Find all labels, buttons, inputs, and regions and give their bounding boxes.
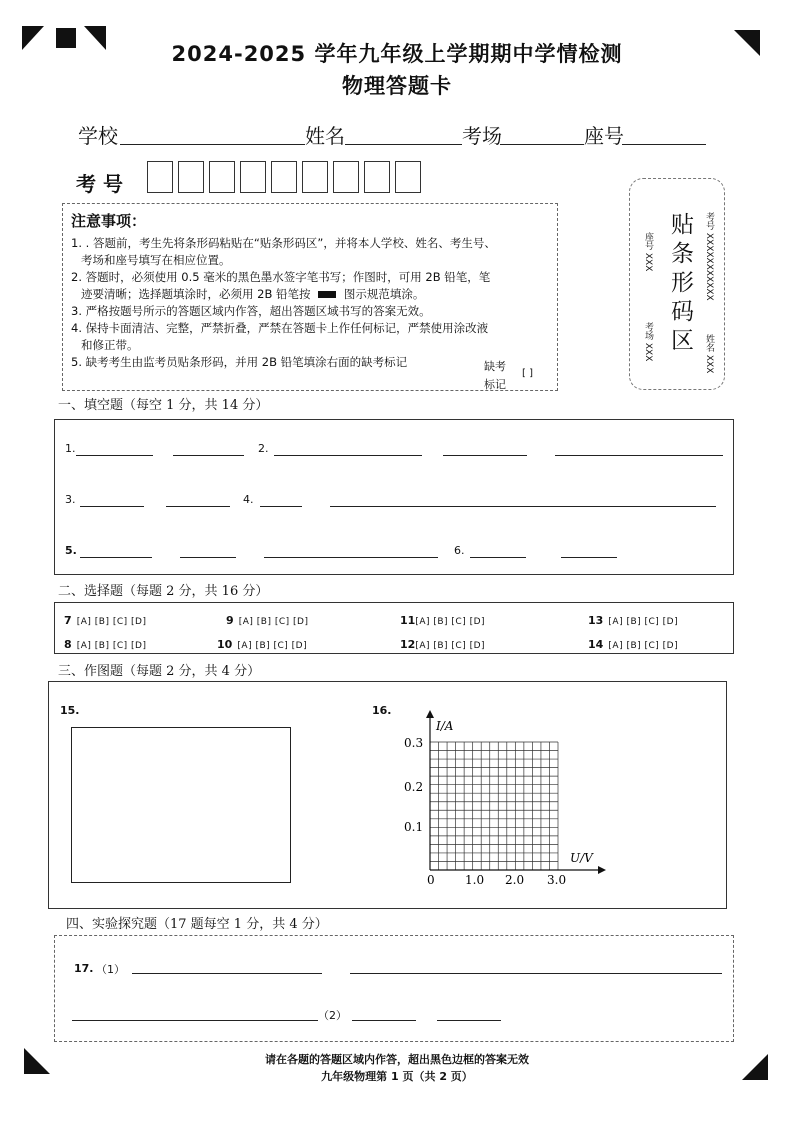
fill-blank[interactable] — [274, 455, 422, 456]
note-item: 2. 答题时，必须使用 0.5 毫米的黑色墨水签字笔书写；作图时，可用 2B 铅笔，笔 — [71, 270, 491, 284]
sub-question-label: （2） — [318, 1009, 347, 1022]
seat-field[interactable] — [622, 144, 706, 145]
choice-question-14[interactable]: 14 [A] [B] [C] [D] — [588, 638, 679, 651]
fill-blank[interactable] — [555, 455, 723, 456]
fill-blank[interactable] — [173, 455, 244, 456]
filled-bubble-icon — [318, 291, 336, 298]
section-fill-title: 一、填空题（每空 1 分，共 14 分） — [58, 398, 269, 413]
section-choice-title: 二、选择题（每题 2 分，共 16 分） — [58, 584, 269, 599]
exam-room-field[interactable] — [500, 144, 584, 145]
question-number: 1. — [65, 442, 76, 455]
name-field[interactable] — [345, 144, 462, 145]
section-drawing-title: 三、作图题（每题 2 分，共 4 分） — [58, 664, 261, 679]
sub-question-label: （1） — [96, 963, 125, 976]
fill-blank[interactable] — [76, 455, 153, 456]
x-tick-label: 1.0 — [465, 873, 485, 887]
choice-question-10[interactable]: 10 [A] [B] [C] [D] — [217, 638, 308, 651]
fill-blank[interactable] — [264, 557, 438, 558]
choice-question-8[interactable]: 8 [A] [B] [C] [D] — [64, 638, 147, 651]
fill-blank[interactable] — [80, 557, 152, 558]
question-number: 2. — [258, 442, 269, 455]
seat-label: 座号 — [584, 124, 624, 148]
fill-blank[interactable] — [470, 557, 526, 558]
fill-blank[interactable] — [72, 1020, 318, 1021]
page-title: 2024-2025 学年九年级上学期期中学情检测 — [171, 42, 623, 66]
question-number: 15. — [60, 704, 80, 717]
note-item: 图示规范填涂。 — [343, 287, 425, 301]
question-number: 3. — [65, 493, 76, 506]
choice-question-9[interactable]: 9 [A] [B] [C] [D] — [226, 614, 309, 627]
note-item: 和修正带。 — [81, 338, 139, 352]
x-tick-label: 0 — [427, 873, 435, 887]
drawing-area-15[interactable] — [71, 727, 291, 883]
fill-blank[interactable] — [352, 1020, 416, 1021]
x-tick-label: 2.0 — [505, 873, 525, 887]
absent-label: 缺考 — [484, 360, 506, 373]
fill-answer-box — [54, 419, 734, 575]
question-number: 5. — [65, 544, 77, 557]
page-number: 九年级物理第 1 页（共 2 页） — [321, 1070, 473, 1083]
fill-blank[interactable] — [443, 455, 527, 456]
exam-number-label: 考 号 — [76, 172, 123, 196]
note-item: 迹要清晰；选择题填涂时，必须用 2B 铅笔按 — [81, 287, 311, 301]
absent-label: 标记 — [484, 378, 506, 391]
y-axis-arrow-icon — [426, 710, 434, 718]
fill-blank[interactable] — [166, 506, 230, 507]
fill-blank[interactable] — [132, 973, 322, 974]
question-number: 4. — [243, 493, 254, 506]
choice-question-7[interactable]: 7 [A] [B] [C] [D] — [64, 614, 147, 627]
x-axis-label: U/V — [570, 851, 593, 865]
fill-blank[interactable] — [80, 506, 144, 507]
page-subtitle: 物理答题卡 — [342, 74, 452, 98]
note-item: 考场和座号填写在相应位置。 — [81, 253, 231, 267]
absent-mark-box[interactable]: [ ] — [522, 368, 533, 379]
fill-blank[interactable] — [330, 506, 716, 507]
name-label: 姓名 — [305, 124, 345, 148]
note-item: 4. 保持卡面清洁、完整，严禁折叠，严禁在答题卡上作任何标记，严禁使用涂改液 — [71, 321, 489, 335]
barcode-seat: 座号 XXX — [643, 232, 653, 272]
question-number: 16. — [372, 704, 392, 717]
barcode-name: 姓名 XXX — [704, 334, 714, 374]
exam-number-boxes[interactable] — [147, 161, 426, 197]
note-item: 5. 缺考考生由监考员贴条形码，并用 2B 铅笔填涂右面的缺考标记 — [71, 355, 408, 369]
fill-blank[interactable] — [350, 973, 722, 974]
x-axis-arrow-icon — [598, 866, 606, 874]
school-field[interactable] — [120, 144, 305, 145]
exam-room-label: 考场 — [462, 124, 502, 148]
y-tick-label: 0.3 — [404, 736, 424, 750]
barcode-label: 贴条形码区 — [667, 212, 693, 357]
fill-blank[interactable] — [437, 1020, 501, 1021]
iu-graph[interactable] — [398, 708, 608, 892]
school-label: 学校 — [78, 124, 118, 148]
barcode-exam-number: 考号 XXXXXXXXXXX — [704, 212, 714, 301]
y-tick-label: 0.2 — [404, 780, 424, 794]
experiment-answer-box — [54, 935, 734, 1042]
section-experiment-title: 四、实验探究题（17 题每空 1 分，共 4 分） — [66, 917, 328, 932]
x-tick-label: 3.0 — [547, 873, 567, 887]
choice-question-13[interactable]: 13 [A] [B] [C] [D] — [588, 614, 679, 627]
footer-warning: 请在各题的答题区域内作答，超出黑色边框的答案无效 — [265, 1053, 529, 1066]
fill-blank[interactable] — [180, 557, 236, 558]
question-number: 17. — [74, 962, 94, 975]
y-axis-label: I/A — [436, 719, 454, 733]
barcode-exam-room: 考场 XXX — [643, 322, 653, 362]
choice-question-11[interactable]: 11[A] [B] [C] [D] — [400, 614, 486, 627]
note-item: 3. 严格按题号所示的答题区域内作答，超出答题区域书写的答案无效。 — [71, 304, 431, 318]
choice-question-12[interactable]: 12[A] [B] [C] [D] — [400, 638, 486, 651]
note-item: 1. . 答题前，考生先将条形码粘贴在“贴条形码区”，并将本人学校、姓名、考生号、 — [71, 236, 496, 250]
fill-blank[interactable] — [561, 557, 617, 558]
fill-blank[interactable] — [260, 506, 302, 507]
notes-heading: 注意事项： — [71, 212, 147, 230]
question-number: 6. — [454, 544, 465, 557]
y-tick-label: 0.1 — [404, 820, 424, 834]
